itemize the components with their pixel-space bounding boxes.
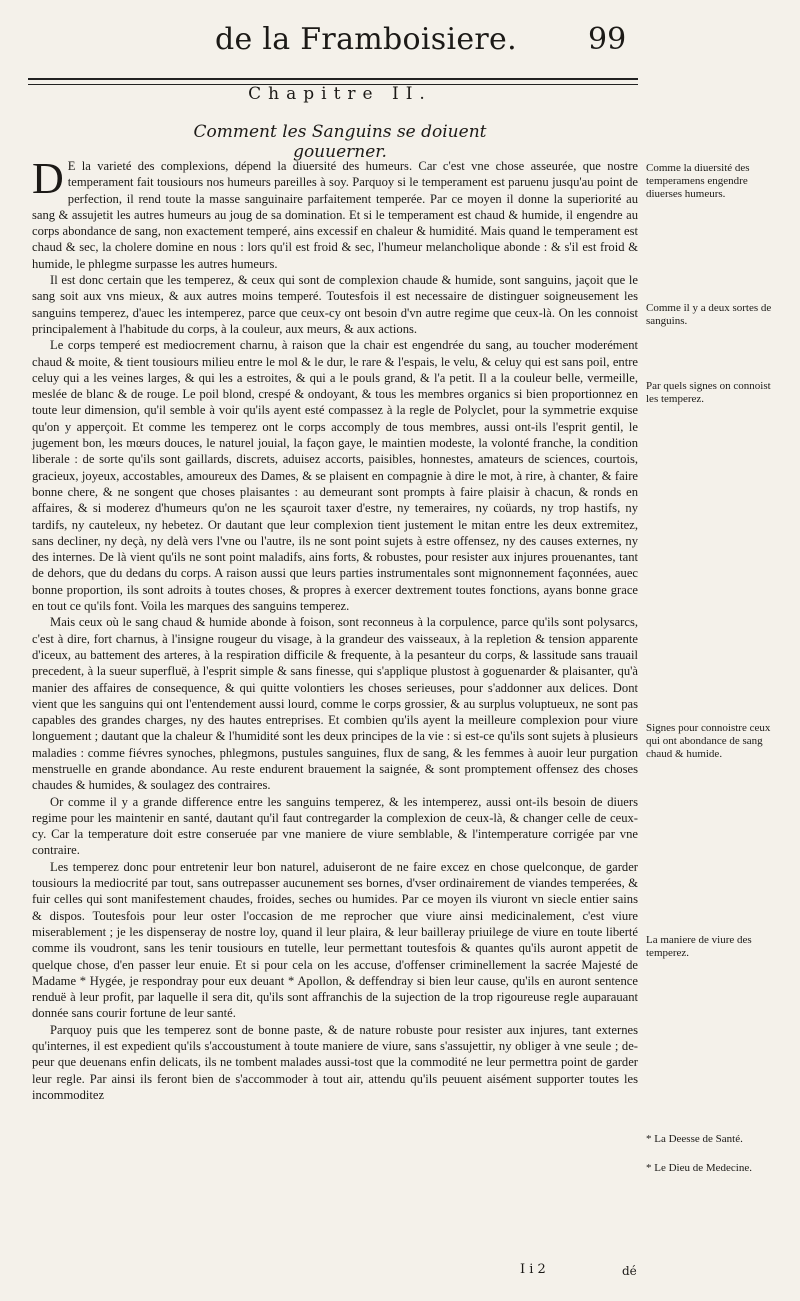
paragraph-5: Or comme il y a grande difference entre les sanguins temperez, & les intemperez, aussi ont-ils besoin de diuers regime pour les maintenir en santé, dautant qu'il faut contregarder la complexion de ceux-là, & changer celle de ceux-cy. Car la temperature doit estre conseruée par vne maniere de viure semblable, & l'intemperature corrigée par vne contraire. [32, 794, 638, 858]
margin-note-1: Comme la diuersité des temperamens engendre diuerses humeurs. [646, 162, 750, 200]
paragraph-1 [32, 154, 638, 272]
signature-mark: I i 2 [520, 1262, 546, 1277]
header-rule [28, 78, 638, 80]
catchword: dé [622, 1264, 637, 1278]
page-header [0, 14, 800, 74]
paragraph-3: Le corps temperé est mediocrement charnu, à raison que la chair est engendrée du sang, au toucher moderément chaud & moite, & tient tousiours milieu entre le mol & le dur, le rare & l'espais, le velu, & celuy qui est sans poil, entre celuy qui a les veines larges, & qui les a estroites, & qui a le pouls grand, & l'a petit. Il a la couleur belle, vermeille, meslée de blanc & de rouge. Le poil blond, crespé & ondoyant, & tous les membres organics si bien proportionnez en toute leur dimension, qu'il semble à voir qu'ils ayent esté compassez à la regle de Polyclet, pour la symmetrie exquise qu'on y apperçoit. Et comme les temperez ont le corps accomply de tous membres, aussi ont-ils l'esprit gentil, le jugement bon, les mœurs douces, le naturel jouial, la façon gaye, le maintien modeste, la volonté franche, la condition liberale : de sorte qu'ils sont gaillards, discrets, aduisez accorts, paisibles, honnestes, amateurs de sciences, courtois, gracieux, joyeux, accostables, amoureux des Dames, & se plaisent en compagnie à dire le mot, à rire, à chanter, & faire bonne chere, & ne songent que choses plaisantes : au demeurant sont prompts à faire plaisir à chacun, & ronds en affaires, & si moderez d'humeurs qu'on ne les sçauroit taxer d'estre, ny temeraires, ny coüards, ny trop hastifs, ny tardifs, ny cauteleux, ny hebetez. Or dautant que leur complexion tient justement le mitan entre les deux extremitez, sans decliner, ny deçà, ny delà vers l'vne ou l'autre, ils ne sont point sujets à estre offensez, ny des causes externes, ny des internes. De là vient qu'ils ne sont point maladifs, ains forts, & robustes, pour resister aux injures prouenantes, tant de dehors, que du dedans du corps. A raison aussi que leurs parties instrumentales sont mignonnement façonnées, auec bonne proportion, ils sont adroits à toutes choses, & propres à exercer dextrement toutes fonctions, ayans bonne grace en tout ce qu'ils font. Voila les marques des sanguins temperez. [32, 338, 638, 614]
paragraph-7: Parquoy puis que les temperez sont de bonne paste, & de nature robuste pour resister aux injures, tant externes qu'internes, il est expedient qu'ils s'accoustument à toute maniere de viure, sans s'assujettir, ny obliger à vne seule ; de-peur que deuenans enfin delicats, ils ne tombent malades aussi-tost que la commodité ne leur permettra point de garder leur regle. Par ainsi ils feront bien de s'accommoder à tout air, attendu qu'ils peuuent aisément supporter toutes les incommoditez [32, 1022, 638, 1102]
margin-note-6: * La Deesse de Santé. [646, 1133, 743, 1145]
paragraph-6: Les temperez donc pour entretenir leur bon naturel, aduiseront de ne faire excez en chose quelconque, de garder tousiours la mediocrité par tout, sans outrepasser aucunement ses bornes, d'vser ordinairement de viandes temperées, & fuir celles qui sont manifestement chaudes, froides, seches ou humides. Par ce moyen ils viuront vn siecle entier sains & dispos. Toutesfois pour leur oster l'occasion de me reprocher que viure ainsi medicinalement, c'est viure miserablement ; je les dispenseray de nostre loy, quand il leur plaira, & leur bailleray priuilege de viure en toute liberté comme ils voudront, sans les tenir tousiours en tutelle, leur permettant toutesfois & quantes qu'ils auront appetit de quelque chose, d'en passer leur enuie. Et si pour cela on les accuse, d'offenser criminellement la sacrée Majesté de Madame * Hygée, je respondray pour eux deuant * Apollon, & deffendray si bien leur cause, qu'ils en auront sentence renduë à leur profit, par laquelle il sera dit, qu'ils sont affranchis de la sujection de la trop rigoureuse regle auparauant donnée sans courir fortune de leur santé. [32, 859, 638, 1021]
paragraph-4: Mais ceux où le sang chaud & humide abonde à foison, sont reconneus à la corpulence, parce qu'ils sont polysarcs, c'est à dire, fort charnus, à l'insigne rougeur du visage, à la grandeur des vaisseaux, à la repletion & tension apparente d'iceux, au battement des arteres, à la respiration difficile & frequente, à la pesanteur du corps, & lassitude sans trauail precedent, à la sueur superfluë, à l'esprit simple & sans finesse, qui s'applique plustost à goguenarder & plaisanter, qu'à manier des affaires de consequence, & qui quitte volontiers les choses serieuses, pour s'addonner aux delices. Dont vient que les sanguins qui ont l'entendement aussi lourd, comme le corps grossier, & au surplus voluptueux, ne sont pas capables des grandes charges, ny des hautes entreprises. Et combien qu'ils ayent la meilleure complexion pour viure longuement ; dautant que la chaleur & l'humidité sont les deux principes de la vie : si est-ce qu'ils sont sujets à plusieurs maladies : comme fiévres synoches, phlegmons, pustules sanguines, flux de sang, & les femmes à auoir leur purgation menstruelle en grande abondance. Au reste endurent brauement la saignée, & sont promptement offensez des choses chaudes & humides, & soulagez des contraires. [32, 615, 638, 793]
margin-note-3: Par quels signes on connoist les temperez. [646, 380, 771, 405]
margin-note-7: * Le Dieu de Medecine. [646, 1162, 752, 1174]
margin-note-5: La maniere de viure des temperez. [646, 934, 752, 959]
chapter-subtitle: Comment les Sanguins se doiuent gouuerner. [193, 122, 487, 162]
paragraph-2: Il est donc certain que les temperez, & ceux qui sont de complexion chaude & humide, sont sanguins, jaçoit que le sang soit aux vns mieux, & aux autres moins temperé. Toutesfois il est necessaire de distinguer soigneusement les sanguins temperez, d'auec les intemperez, parce que ceux-cy ont besoin d'vn autre regime que ceux-là. On les connoist principalement à l'habitude du corps, à la couleur, aux meurs, & aux actions. [32, 273, 638, 336]
main-text [32, 154, 638, 1103]
running-title: de la Framboisiere. [215, 22, 517, 57]
page-footer [0, 1262, 800, 1292]
drop-cap: D [32, 154, 64, 203]
margin-note-4: Signes pour connoistre ceux qui ont abondance de sang chaud & humide. [646, 722, 771, 760]
chapter-heading: Chapitre II. [248, 84, 432, 104]
paragraph-text: E la varieté des complexions, dépend la diuersité des humeurs. Car c'est vne chose asseurée, que nostre temperament fait tousiours nos humeurs pareilles à soy. Parquoy si le temperament est paruenu jusqu'au point de perfection, il rend toute la masse sanguinaire parfaitement temperée. Par ce moyen il donne la superiorité au sang & assujetit les autres humeurs au joug de sa domination. Et si le temperament est chaud & humide, il engendre au corps abondance de sang, non exactement temperé, ains excessif en chaleur & humidité. Mais quand le temperament est chaud & sec, la cholere domine en nous : lors qu'il est froid & sec, l'humeur melancholique abonde : & s'il est froid & humide, le phlegme surpasse les autres humeurs. [32, 159, 638, 271]
page-number: 99 [588, 22, 627, 57]
margin-note-2: Comme il y a deux sortes de sanguins. [646, 302, 772, 327]
